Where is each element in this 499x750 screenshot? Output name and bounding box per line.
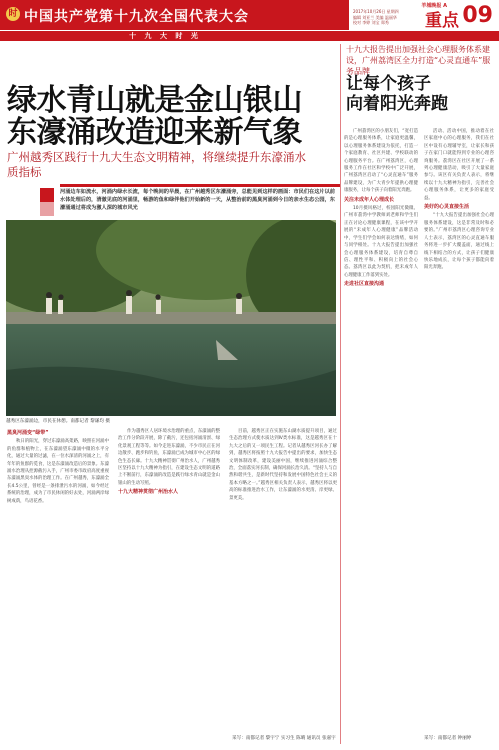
main-column-2-text: 作为越秀区人居环境水治理的重点，东濠涌的整治工作分阶段开展，除了截污，还包括河涌清淤、绿化景观工程等等。如今走进东濠涌，不少市民正在河边散步、跑步和钓鱼，东濠涌已成为城市中心区的绿色生态长廊。十九大精神贯彻广州治水人，广州越秀区坚持以十九大精神为指引，在建设生态文明的道路上不断前行，东濠涌的改造是践行绿水青山就是金山银山的生动写照。 bbox=[118, 429, 220, 486]
main-column-3-text: 目前，越秀区正在实施东山湖水质提升项目，通过生态治理方式使水质达到Ⅳ类水标准，这是越秀区在十九大之后的又一项民生工程。记者从越秀区河长办了解到，越秀区将按照十九大报告中提出的要求，加快生态文明体制改革，建设美丽中国，继续推进河涌综合整治，全面落实河长制，确保河涌长治久清。“坚持人与自然和谐共生，是新时代坚持和发展中国特色社会主义的基本方略之一。”越秀区相关负责人表示，越秀区将以更高的标准推进治水工作，让东濠涌的水更清、岸更绿、景更美。 bbox=[229, 429, 337, 501]
side-reporter-credit: 采写：南都记者 钟丽婷 bbox=[424, 736, 472, 741]
photo-caption: 越秀区东濠涌边，市民在休憩。南都记者 黎谦均 摄 bbox=[6, 419, 110, 424]
lead-rule bbox=[60, 184, 340, 187]
section-strip bbox=[0, 31, 499, 41]
main-subheading-2: 十九大精神贯彻广州治水人 bbox=[118, 489, 179, 496]
main-headline bbox=[7, 85, 337, 149]
section-label: 十 九 大 时 光 bbox=[129, 32, 201, 40]
main-column-3 bbox=[229, 428, 337, 744]
page-number: 09 bbox=[462, 3, 493, 28]
edition-editors: 编辑 刘亚兰 美编 温丽华 bbox=[353, 14, 397, 20]
main-column-1-text: 秋日的阳光，穿过东濠涌高架路，映照在河涌中的鱼群和植物上，在东濠涌望东濠涌中微的水平分化，通过大量的过滤，在一位水深清的河涌之上，有年年的鱼群的觅食，这是东濠涌改造后的景象。东濠涌水治理从控源截污入手，广州市委市政府高度重视东濠涌黑臭水体的治理工作。在广州越秀，东濠涌全长4.5公里，曾经是一条排泄污水的河涌，如今经过系统的治理，成为了市民休闲的好去处，河涌两岸绿树成荫，鸟语花香。 bbox=[7, 439, 109, 504]
masthead-info bbox=[349, 0, 499, 30]
main-column-2 bbox=[118, 428, 220, 744]
main-reporter-credit: 采写：南都记者 黎宇宁 实习生 陈晴 通讯员 张嘉宇 bbox=[232, 736, 336, 741]
side-headline-line1: 让每个孩子 bbox=[346, 74, 431, 94]
riverside-photo bbox=[6, 220, 336, 416]
main-headline-line2: 东濠涌改造迎来新气象 bbox=[7, 115, 302, 150]
lead-marker bbox=[40, 188, 54, 216]
side-subheading-3: 美好的心灵直接生活 bbox=[424, 204, 470, 211]
side-column-2 bbox=[424, 128, 494, 740]
edition-proofreaders: 校对 李婷 刘宝 郑秀 bbox=[353, 20, 389, 25]
masthead-title: 中国共产党第十九次全国代表大会 bbox=[24, 9, 249, 25]
main-headline-line1: 绿水青山就是金山银山 bbox=[7, 83, 302, 118]
side-subheading-1: 关注未成年人心理成长 bbox=[344, 196, 395, 203]
side-column-1b-text: 10月摄风格过，校园阳光微微。广州市荔湾中学教师刘老师和学生们正在讨论心理健康课程，在该中学开展的“未成年人心理健康”品牌活动中，学生们学会如何表达情绪，如何与同学相处。十九大报告提出加强社会心理服务体系建设，培育自尊自信、理性平和、积极向上的社会心态。荔湾区以此为契机，把未成年人心理健康工作落到实处。 bbox=[344, 206, 418, 278]
side-column-1 bbox=[344, 128, 418, 740]
side-column-2-text: 活动、活动中国，推动着在社区家庭中心的心理服务，我们在社区中设有心理辅导室，让家长和孩子在家门口就能得到专业的心理咨询服务。荔湾区在社区开展了一系列心理健康活动，吸引了大量家庭参与。该区有关负责人表示，将继续以十九大精神为指引，完善社会心理服务体系，让更多的家庭受益。 bbox=[424, 129, 494, 201]
party-emblem-icon: 时 bbox=[6, 7, 20, 21]
side-headline-line2: 向着阳光奔跑 bbox=[346, 94, 448, 114]
masthead bbox=[0, 0, 499, 30]
side-column-1-text: 广州荔湾区的小朋友们，“宽打造的是心理服务体系，让家庭更温馨，以心理服务体系建设为依托，打造一个家庭教育、社区共建、学校联动的心理服务平台。在广州荔湾区，心理服务工作在社区和学校中广泛开展，广州荔湾区启动了“心灵直通车”服务品牌建设，为广大青少年提供心理健康服务，让每个孩子向着阳光奔跑。 bbox=[344, 129, 418, 194]
paper-name: 羊城晚报 A bbox=[421, 3, 447, 9]
main-lead: 河涌边车如流水，河涌内绿水长流，每个晚间的早晨，在广州越秀区东濠涌旁，总能见到这样的画面：市民们在这片以前水体处理后的，清澈见底的河涌里，畅游的鱼和绿伴他们开始新的一天，从整治前的黑臭河涌到今日的亲水生态公园，东濠涌通过将成为激人深的城市风光 bbox=[60, 189, 335, 211]
side-column-2b-text: “十九大报告提出加强社会心理服务体系建设，这是非常及时和必要的。”广州市荔湾区心理咨询专业人士表示，荔湾区的心灵直通车服务将进一步扩大覆盖面，通过线上线下相结合的方式，让孩子们健康快乐地成长，让每个孩子都能向着阳光奔跑。 bbox=[424, 213, 494, 271]
main-subheading-1: 黑臭河涌变“绿带” bbox=[7, 430, 49, 436]
main-subhead: 广州越秀区践行十九大生态文明精神，将继续提升东濠涌水质指标 bbox=[7, 150, 306, 179]
main-column-1 bbox=[7, 428, 109, 744]
side-kicker: 十九大报告提出加强社会心理服务体系建设，广州荔湾区全力打造“心灵直通车”服务品牌 bbox=[346, 45, 491, 76]
side-headline bbox=[346, 74, 494, 114]
edition-meta bbox=[353, 9, 419, 26]
column-divider bbox=[340, 44, 341, 744]
page-keyword: 重点 bbox=[425, 11, 459, 31]
side-subheading-2: 走进社区直接沟通 bbox=[344, 281, 385, 288]
main-photo bbox=[6, 220, 336, 416]
edition-date: 2017年10月26日 星期四 bbox=[353, 9, 399, 14]
